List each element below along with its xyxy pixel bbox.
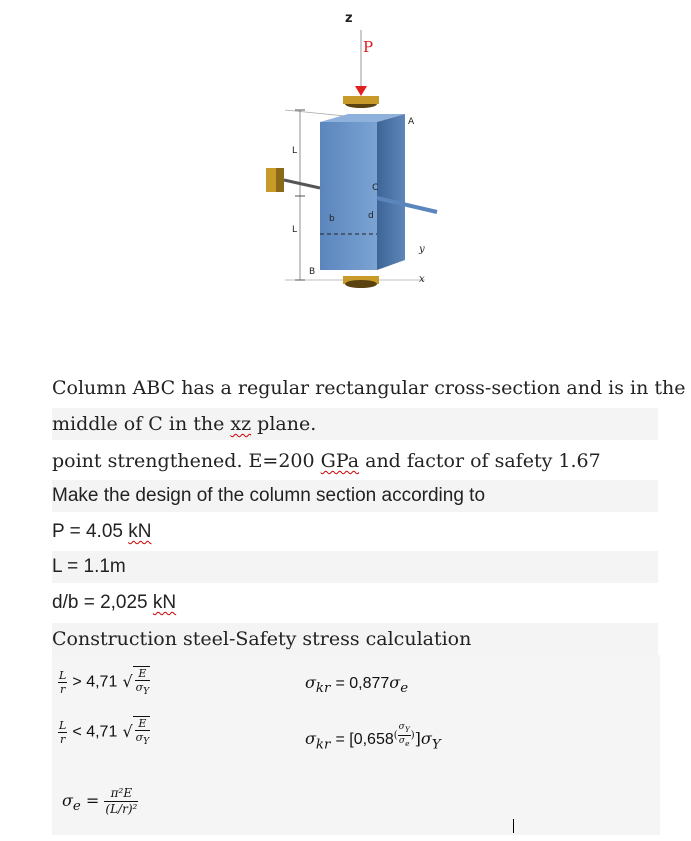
dimension-d-label: d [368,211,374,221]
point-a-label: A [408,117,415,127]
column-abc-figure [240,0,460,300]
ratio-d-b-line: d/b = 2,025 kN [52,592,177,613]
text-cursor [513,819,514,833]
euler-stress-formula: $\sigma_e$ = $\frac{\text{π²E}}{\text{(L/r)²}}$ [62,786,138,816]
critical-stress-formula-1: $\sigma_{kr} = 0,877\sigma_e$ [305,673,409,697]
slenderness-condition-2: $\frac{L}{r}$ < 4,71 √ $\frac{E}{\sigma_Y}$ [59,717,150,748]
problem-line-3: point strengthened. E=200 GPa and factor of safety 1.67 [52,450,601,472]
problem-line-2: middle of C in the xz plane. [52,408,658,440]
problem-line-4: Make the design of the column section according to [52,480,658,512]
y-axis-label: y [419,244,425,255]
x-axis-label: x [419,274,425,285]
length-l-line: L = 1.1m [52,551,658,583]
section-heading: Construction steel-Safety stress calculation [52,623,658,655]
p-load-label: P [363,38,374,56]
critical-stress-formula-2: $\sigma_{kr} = [0,658^{( \frac{\sigma_Y}{\sigma_e} )}]\sigma_Y$ [305,722,441,753]
length-bottom-label: L [292,225,298,235]
point-c-label: C [372,183,379,193]
length-top-label: L [292,146,298,156]
point-b-label: B [309,267,316,277]
load-p-line: P = 4.05 kN [52,521,152,542]
slenderness-condition-1: $\frac{L}{r}$ > 4,71 √ $\frac{E}{\sigma_Y}$ [59,667,150,698]
problem-line-1: Column ABC has a regular rectangular cross-section and is in the [52,377,686,399]
formula-panel-right [517,655,660,835]
dimension-b-label: b [329,214,335,224]
z-axis-label: z [345,11,353,26]
